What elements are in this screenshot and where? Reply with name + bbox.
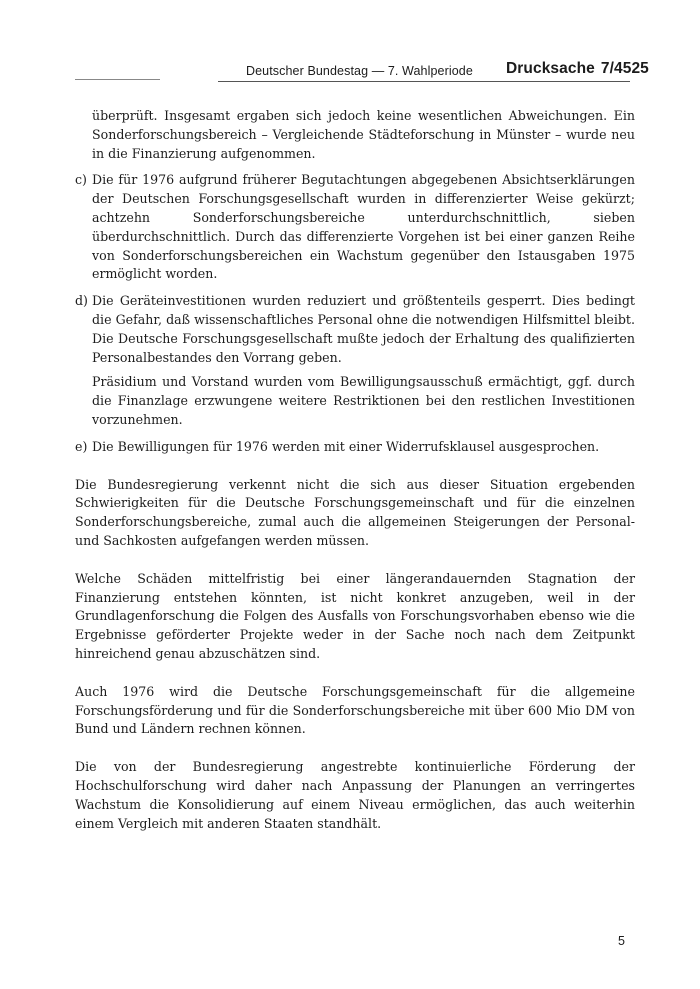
header-rule xyxy=(218,81,630,82)
document-label: Drucksache xyxy=(506,60,595,77)
document-number-value: 7/4525 xyxy=(600,60,649,77)
body-text xyxy=(75,107,635,833)
paragraph: Welche Schäden mittelfristig bei einer längerandauernden Stagnation der Finanzierung entstehen könnten, ist nicht konkret anzugeben, weil in der Grundlagenforschung die Folgen des Ausfalls von Forschungsvorhaben ebenso wie die Ergebnisse geförderter Projekte weder in der Sache noch nach dem Zeitpunkt hinreichend genau abzuschätzen sind. xyxy=(75,570,635,661)
list-item-d xyxy=(75,292,635,430)
list-item-c xyxy=(75,171,635,284)
list-item-text: Die für 1976 aufgrund früherer Begutachtungen abgegebenen Absichtserklärungen der Deutschen Forschungsgesellschaft wurden in differenzierter Weise gekürzt; achtzehn Sonderforschungsbereiche unterdurchschnittlich, sieben überdurchschnittlich. Durch das differenzierte Vorgehen ist bei einer ganzen Reihe von Sonderforschungsbereichen ein Wachstum gegenüber den Istausgaben 1975 ermöglicht worden. xyxy=(92,172,635,282)
document-number xyxy=(506,60,649,78)
list-item-e xyxy=(75,438,635,457)
paragraph: Auch 1976 wird die Deutsche Forschungsgemeinschaft für die allgemeine Forschungsförderung und für die Sonderforschungsbereiche mit über 600 Mio DM von Bund und Ländern rechnen können. xyxy=(75,683,635,737)
list-item-text: Die Geräteinvestitionen wurden reduziert und größtenteils gesperrt. Dies bedingt die Gefahr, daß wissenschaftliches Personal ohne die notwendigen Hilfsmittel bleibt. Die Deutsche Forschungsgesellschaft mußte jedoch der Erhaltung des qualifizierten Personalbestandes den Vorrang geben. xyxy=(92,293,635,365)
header-title: Deutscher Bundestag — 7. Wahlperiode xyxy=(246,64,473,78)
list-marker: c) xyxy=(75,172,87,188)
paragraph: Die Bundesregierung verkennt nicht die sich aus dieser Situation ergebenden Schwierigkeiten für die Deutsche Forschungsgemeinschaft und für die einzelnen Sonderforschungsbereiche, zumal auch die allgemeinen Steigerungen der Personal- und Sachkosten aufgefangen werden müssen. xyxy=(75,476,635,548)
list-marker: e) xyxy=(75,438,88,454)
item-b-continuation: überprüft. Insgesamt ergaben sich jedoch keine wesentlichen Abweichungen. Ein Sonderforschungsbereich – Vergleichende Städteforschung in Münster – wurde neu in die Finanzierung aufgenommen. xyxy=(92,108,635,161)
paragraph: Die von der Bundesregierung angestrebte kontinuierliche Förderung der Hochschulforschung wird daher nach Anpassung der Planungen an verringertes Wachstum die Konsolidierung auf einem Niveau ermöglichen, das auch weiterhin einem Vergleich mit anderen Staaten standhält. xyxy=(75,759,635,831)
header-rule-left xyxy=(75,79,160,80)
list-marker: d) xyxy=(75,293,88,309)
page-number: 5 xyxy=(618,934,625,948)
list-item-text-continued: Präsidium und Vorstand wurden vom Bewilligungsausschuß ermächtigt, ggf. durch die Finanzlage erzwungene weitere Restriktionen bei den restlichen Investitionen vorzunehmen. xyxy=(92,374,635,427)
list-item-text: Die Bewilligungen für 1976 werden mit einer Widerrufsklausel ausgesprochen. xyxy=(92,438,600,454)
